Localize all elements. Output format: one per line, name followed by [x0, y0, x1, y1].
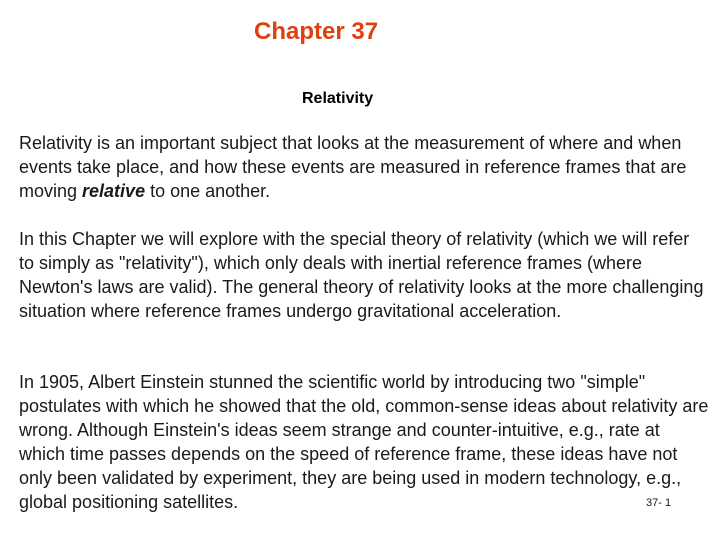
paragraph-einstein: In 1905, Albert Einstein stunned the scientific world by introducing two "simple" postulates with which he showed that the old, common-sense ideas about relativity are wrong. Although Einstein's ideas seem strange and counter-intuitive, e.g., rate at which time passes depends on the speed of reference frame, these ideas have not only been validated by experiment, they are being used in modern technology, e.g., global positioning satellites.	[19, 372, 709, 512]
chapter-title: Chapter 37	[254, 18, 379, 45]
page-number: 37- 1	[646, 497, 672, 509]
paragraph-intro-text-start: Relativity is an important subject that looks at the measurement of where and when events take place, and how these events are measured in reference frames that are moving	[19, 133, 687, 201]
paragraph-intro-text-end: to one another.	[145, 181, 271, 201]
slide-subtitle: Relativity	[302, 90, 374, 107]
paragraph-chapter-scope: In this Chapter we will explore with the special theory of relativity (which we will refer to simply as "relativity"), which only deals with inertial reference frames (where Newton's laws are valid). The general theory of relativity looks at the more challenging situation where reference frames undergo gravitational acceleration.	[19, 229, 704, 321]
paragraph-intro	[19, 131, 709, 203]
emphasis-relative: relative	[82, 181, 146, 201]
